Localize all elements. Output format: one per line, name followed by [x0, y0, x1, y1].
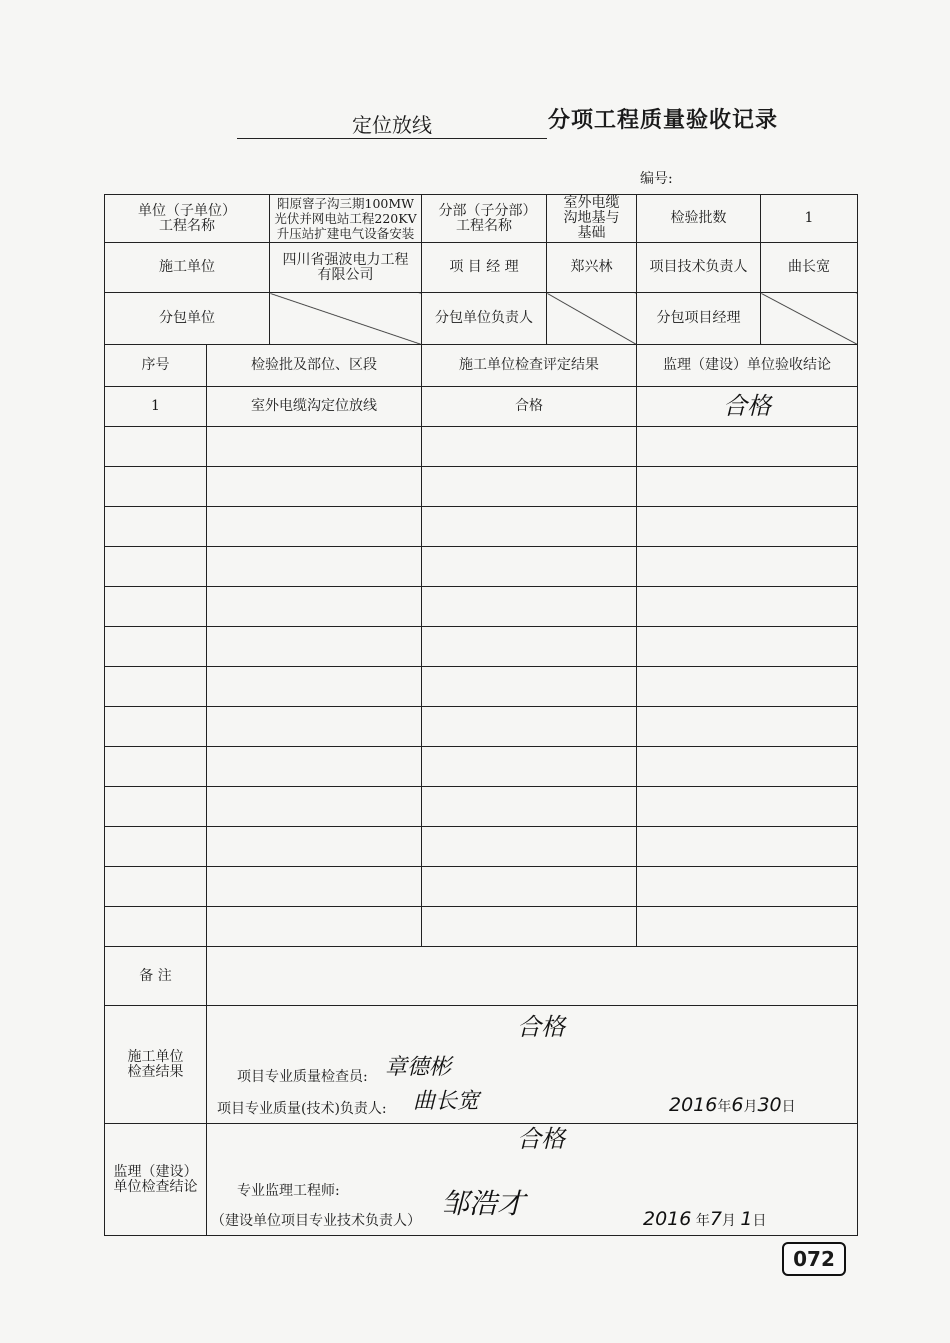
table-cell-empty: [637, 547, 858, 587]
supervision-engineer-label: 专业监理工程师:: [237, 1183, 340, 1199]
supervision-date-year: 2016: [643, 1208, 692, 1230]
table-row: [105, 827, 858, 867]
table-cell-empty: [207, 787, 422, 827]
table-cell-empty: [422, 547, 637, 587]
construction-unit-label: 施工单位: [105, 243, 270, 293]
supervision-date-day-unit: 日: [752, 1213, 767, 1229]
header-no: 序号: [105, 345, 207, 387]
table-cell-empty: [105, 507, 207, 547]
table-cell-empty: [207, 907, 422, 947]
table-cell-empty: [105, 547, 207, 587]
items-header-row: [105, 345, 858, 387]
construction-date-month: 6: [731, 1094, 744, 1116]
table-cell-empty: [105, 747, 207, 787]
table-cell-empty: [422, 827, 637, 867]
table-cell-empty: [105, 467, 207, 507]
remark-value-empty: [207, 947, 858, 1006]
table-cell-empty: [422, 467, 637, 507]
number-label: 编号:: [640, 171, 673, 187]
supervision-signature: 邹浩才: [441, 1187, 526, 1220]
table-cell-empty: [207, 667, 422, 707]
table-cell-empty: [105, 707, 207, 747]
table-cell-empty: [637, 587, 858, 627]
table-cell-empty: [422, 667, 637, 707]
info-row-1: [105, 195, 858, 243]
row-conclusion-handwritten: 合格: [637, 387, 858, 427]
construction-check-cell: [207, 1006, 858, 1124]
construction-date-year: 2016: [669, 1094, 718, 1116]
table-cell-empty: [207, 547, 422, 587]
construction-unit-value: 四川省强波电力工程有限公司: [270, 243, 422, 293]
table-cell-empty: [105, 867, 207, 907]
construction-date-day: 30: [757, 1094, 782, 1116]
empty-rows: [105, 427, 858, 947]
quality-lead-label: 项目专业质量(技术)负责人:: [217, 1101, 387, 1117]
table-cell-empty: [422, 587, 637, 627]
tech-lead-value: 曲长宽: [761, 243, 858, 293]
table-cell-empty: [637, 507, 858, 547]
subcontractor-lead-value-empty: [547, 293, 637, 345]
info-row-3: [105, 293, 858, 345]
table-row: [105, 667, 858, 707]
table-cell-empty: [207, 507, 422, 547]
table-row: [105, 387, 858, 427]
table-cell-empty: [637, 827, 858, 867]
supervision-check-cell: [207, 1124, 858, 1236]
construction-date-day-unit: 日: [781, 1099, 796, 1115]
project-manager-label: 项 目 经 理: [422, 243, 547, 293]
table-cell-empty: [207, 467, 422, 507]
construction-handwritten-result: 合格: [517, 1013, 565, 1041]
batch-count-label: 检验批数: [637, 195, 761, 243]
row-no: 1: [105, 387, 207, 427]
table-cell-empty: [207, 587, 422, 627]
sub-project-value: 室外电缆沟地基与基础: [547, 195, 637, 243]
table-cell-empty: [105, 827, 207, 867]
supervision-date: [643, 1208, 767, 1230]
subcontractor-value-empty: [270, 293, 422, 345]
table-cell-empty: [105, 787, 207, 827]
table-row: [105, 467, 858, 507]
construction-date-year-unit: 年: [717, 1099, 732, 1115]
table-row: [105, 507, 858, 547]
subcontract-manager-value-empty: [761, 293, 858, 345]
table-cell-empty: [422, 907, 637, 947]
construction-check-label: 施工单位检查结果: [105, 1006, 207, 1124]
header-section: 检验批及部位、区段: [207, 345, 422, 387]
table-row: [105, 747, 858, 787]
supervision-date-year-unit: 年: [695, 1213, 710, 1229]
table-cell-empty: [637, 907, 858, 947]
table-row: [105, 787, 858, 827]
quality-lead-signature: 曲长宽: [413, 1089, 480, 1114]
remark-row: [105, 947, 858, 1006]
table-row: [105, 707, 858, 747]
table-cell-empty: [105, 627, 207, 667]
table-cell-empty: [422, 747, 637, 787]
inspector-label: 项目专业质量检查员:: [237, 1069, 368, 1085]
batch-count-value: 1: [761, 195, 858, 243]
table-cell-empty: [637, 787, 858, 827]
tech-lead-label: 项目技术负责人: [637, 243, 761, 293]
table-cell-empty: [422, 427, 637, 467]
remark-label: 备 注: [105, 947, 207, 1006]
table-cell-empty: [105, 587, 207, 627]
supervision-date-day: 1: [740, 1208, 753, 1230]
table-cell-empty: [637, 467, 858, 507]
page-title: 分项工程质量验收记录: [548, 108, 779, 133]
unit-project-value: 阳原窨子沟三期100MW光伏并网电站工程220KV升压站扩建电气设备安装: [270, 195, 422, 243]
table-cell-empty: [105, 907, 207, 947]
table-cell-empty: [207, 867, 422, 907]
supervision-date-month-unit: 月: [721, 1213, 736, 1229]
supervision-date-month: 7: [709, 1208, 722, 1230]
row-result: 合格: [422, 387, 637, 427]
table-cell-empty: [637, 667, 858, 707]
subcontractor-lead-label: 分包单位负责人: [422, 293, 547, 345]
supervision-check-row: [105, 1124, 858, 1236]
table-cell-empty: [637, 627, 858, 667]
table-cell-empty: [422, 707, 637, 747]
construction-check-row: [105, 1006, 858, 1124]
subcontract-manager-label: 分包项目经理: [637, 293, 761, 345]
table-row: [105, 627, 858, 667]
table-cell-empty: [207, 827, 422, 867]
table-cell-empty: [422, 507, 637, 547]
table-row: [105, 867, 858, 907]
table-cell-empty: [105, 667, 207, 707]
table-cell-empty: [637, 427, 858, 467]
subtitle-underlined: 定位放线: [237, 112, 547, 139]
table-cell-empty: [637, 867, 858, 907]
table-cell-empty: [105, 427, 207, 467]
supervision-check-label: 监理（建设）单位检查结论: [105, 1124, 207, 1236]
table-cell-empty: [207, 427, 422, 467]
project-manager-value: 郑兴林: [547, 243, 637, 293]
row-section: 室外电缆沟定位放线: [207, 387, 422, 427]
table-row: [105, 587, 858, 627]
table-cell-empty: [637, 747, 858, 787]
page-number-stamp: 072: [782, 1242, 846, 1276]
subcontractor-label: 分包单位: [105, 293, 270, 345]
table-cell-empty: [207, 627, 422, 667]
table-row: [105, 907, 858, 947]
inspector-signature: 章德彬: [385, 1055, 452, 1080]
table-cell-empty: [207, 747, 422, 787]
table-cell-empty: [422, 627, 637, 667]
table-row: [105, 547, 858, 587]
header-conclusion: 监理（建设）单位验收结论: [637, 345, 858, 387]
info-row-2: [105, 243, 858, 293]
owner-tech-lead-label: （建设单位项目专业技术负责人）: [211, 1213, 421, 1229]
table-cell-empty: [422, 867, 637, 907]
table-cell-empty: [422, 787, 637, 827]
sub-project-label: 分部（子分部）工程名称: [422, 195, 547, 243]
table-cell-empty: [637, 707, 858, 747]
supervision-handwritten-result: 合格: [517, 1125, 565, 1153]
construction-date-month-unit: 月: [743, 1099, 758, 1115]
unit-project-label: 单位（子单位）工程名称: [105, 195, 270, 243]
table-cell-empty: [207, 707, 422, 747]
table-row: [105, 427, 858, 467]
header-result: 施工单位检查评定结果: [422, 345, 637, 387]
acceptance-form-table: [104, 194, 858, 1236]
construction-date: [669, 1094, 796, 1116]
